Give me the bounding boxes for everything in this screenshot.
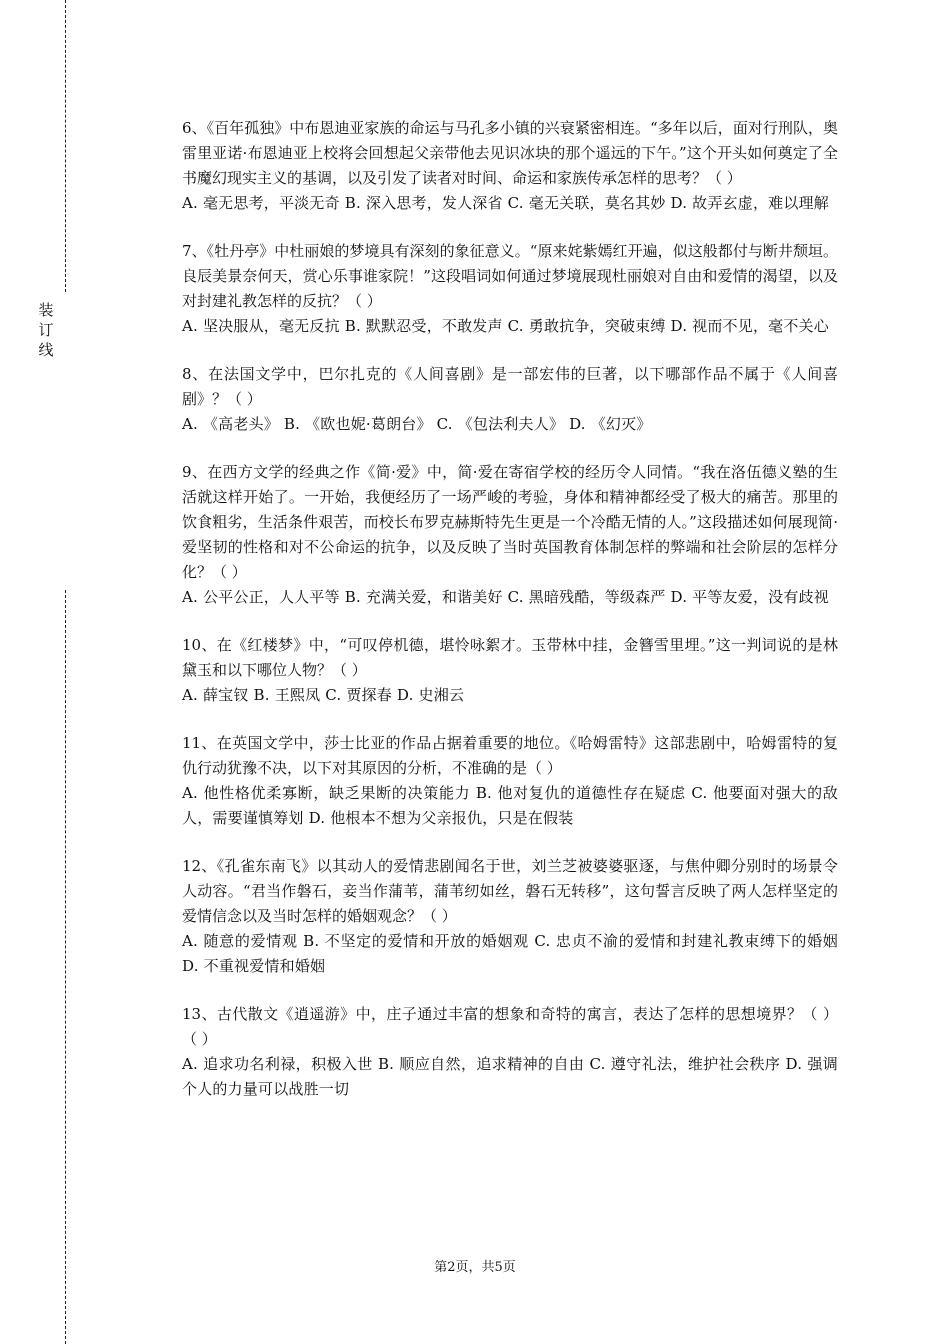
question-options: A. 公平公正，人人平等 B. 充满关爱，和谐美好 C. 黑暗残酷，等级森严 D. 平等友爱，没有歧视 xyxy=(182,588,829,606)
binding-label-char: 装 xyxy=(38,301,54,319)
question-stem: 9、在西方文学的经典之作《简·爱》中，简·爱在寄宿学校的经历令人同情。“我在洛伍德义塾的生活就这样开始了。一开始，我便经历了一场严峻的考验，身体和精神都经受了极大的痛苦。那里的饮食粗劣，生活条件艰苦，而校长布罗克赫斯特先生更是一个冷酷无情的人。”这段描述如何展现简·爱坚韧的性格和对不公命运的抗争，以及反映了当时英国教育体制怎样的弊端和社会阶层的怎样分化？（ ） xyxy=(182,463,838,581)
question-stem: 7、《牡丹亭》中杜丽娘的梦境具有深刻的象征意义。“原来姹紫嫣红开遍，似这般都付与断井颓垣。良辰美景奈何天，赏心乐事谁家院！”这段唱词如何通过梦境展现杜丽娘对自由和爱情的渴望，以及对封建礼教怎样的反抗？（ ） xyxy=(182,242,838,310)
question-stem: 8、在法国文学中，巴尔扎克的《人间喜剧》是一部宏伟的巨著，以下哪部作品不属于《人间喜剧》？（ ） xyxy=(182,365,838,408)
question-options: A. 随意的爱情观 B. 不坚定的爱情和开放的婚姻观 C. 忠贞不渝的爱情和封建礼教束缚下的婚姻 D. 不重视爱情和婚姻 xyxy=(182,932,838,975)
question-options: A. 《高老头》 B. 《欧也妮·葛朗台》 C. 《包法利夫人》 D. 《幻灭》 xyxy=(182,415,652,433)
question-6 xyxy=(182,116,838,216)
question-options: A. 追求功名利禄，积极入世 B. 顺应自然，追求精神的自由 C. 遵守礼法，维护社会秩序 D. 强调个人的力量可以战胜一切 xyxy=(182,1055,838,1098)
question-11 xyxy=(182,731,838,831)
question-8 xyxy=(182,362,838,437)
page-footer: 第2页，共5页 xyxy=(434,1260,516,1275)
question-options: A. 毫无思考，平淡无奇 B. 深入思考，发人深省 C. 毫无关联，莫名其妙 D. 故弄玄虚，难以理解 xyxy=(182,194,829,212)
question-stem: 11、在英国文学中，莎士比亚的作品占据着重要的地位。《哈姆雷特》这部悲剧中，哈姆雷特的复仇行动犹豫不决，以下对其原因的分析，不准确的是（ ） xyxy=(182,734,838,777)
binding-label-char: 订 xyxy=(38,321,54,339)
binding-dashed-line-top xyxy=(65,0,66,292)
binding-label-char: 线 xyxy=(38,341,54,359)
question-9 xyxy=(182,460,838,610)
question-stem: 13、古代散文《逍遥游》中，庄子通过丰富的想象和奇特的寓言，表达了怎样的思想境界？（ ） （ ） xyxy=(182,1005,838,1048)
question-options: A. 坚决服从，毫无反抗 B. 默默忍受，不敢发声 C. 勇敢抗争，突破束缚 D. 视而不见，毫不关心 xyxy=(182,317,829,335)
question-10 xyxy=(182,633,838,708)
question-list xyxy=(182,116,838,1125)
binding-dashed-line-bottom xyxy=(65,590,66,1344)
question-7 xyxy=(182,239,838,339)
binding-label xyxy=(36,300,56,360)
question-options: A. 他性格优柔寡断，缺乏果断的决策能力 B. 他对复仇的道德性存在疑虑 C. 他要面对强大的敌人，需要谨慎筹划 D. 他根本不想为父亲报仇，只是在假装 xyxy=(182,784,838,827)
question-12 xyxy=(182,854,838,979)
question-stem: 12、《孔雀东南飞》以其动人的爱情悲剧闻名于世，刘兰芝被婆婆驱逐，与焦仲卿分别时的场景令人动容。“君当作磐石，妾当作蒲苇，蒲苇纫如丝，磐石无转移”，这句誓言反映了两人怎样坚定的爱情信念以及当时怎样的婚姻观念？（ ） xyxy=(182,857,838,925)
question-stem: 6、《百年孤独》中布恩迪亚家族的命运与马孔多小镇的兴衰紧密相连。“多年以后，面对行刑队，奥雷里亚诺·布恩迪亚上校将会回想起父亲带他去见识冰块的那个遥远的下午。”这个开头如何奠定了全书魔幻现实主义的基调，以及引发了读者对时间、命运和家族传承怎样的思考？（ ） xyxy=(182,119,838,187)
question-13 xyxy=(182,1002,838,1102)
question-options: A. 薛宝钗 B. 王熙凤 C. 贾探春 D. 史湘云 xyxy=(182,686,465,704)
question-stem: 10、在《红楼梦》中，“可叹停机德，堪怜咏絮才。玉带林中挂，金簪雪里埋。”这一判词说的是林黛玉和以下哪位人物？（ ） xyxy=(182,636,838,679)
